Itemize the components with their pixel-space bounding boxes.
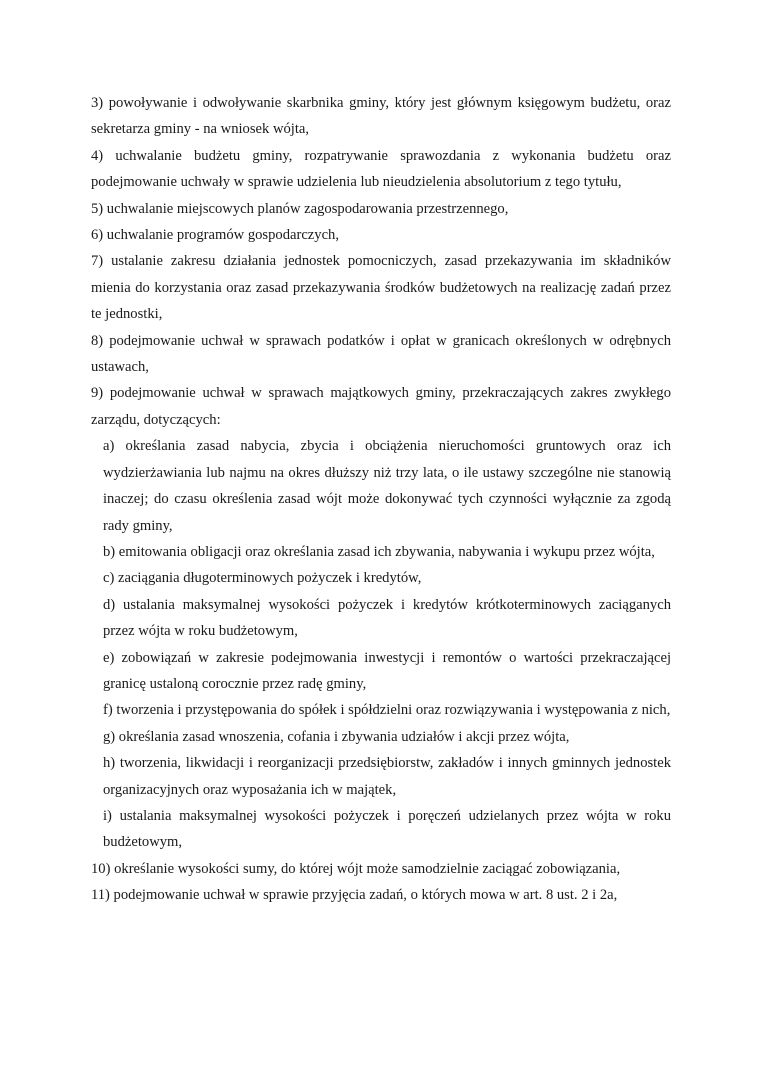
- sub-item-i: i) ustalania maksymalnej wysokości pożyczek i poręczeń udzielanych przez wójta w roku budżetowym,: [103, 807, 671, 851]
- list-item-6: 6) uchwalanie programów gospodarczych,: [91, 227, 340, 244]
- list-item-9: 9) podejmowanie uchwał w sprawach majątkowych gminy, przekraczających zakres zwykłego zarządu, dotyczących:: [91, 385, 671, 428]
- sub-item-c: c) zaciągania długoterminowych pożyczek i kredytów,: [103, 570, 422, 587]
- list-item-11: 11) podejmowanie uchwał w sprawie przyjęcia zadań, o których mowa w art. 8 ust. 2 i 2a,: [91, 887, 618, 904]
- sub-item-h: h) tworzenia, likwidacji i reorganizacji przedsiębiorstw, zakładów i innych gminnych jednostek organizacyjnych oraz wyposażania ich w majątek,: [103, 755, 671, 798]
- sub-item-g: g) określania zasad wnoszenia, cofania i zbywania udziałów i akcji przez wójta,: [103, 728, 570, 745]
- sub-item-b: b) emitowania obligacji oraz określania zasad ich zbywania, nabywania i wykupu przez wójta,: [103, 543, 655, 560]
- sub-item-f: f) tworzenia i przystępowania do spółek i spółdzielni oraz rozwiązywania i występowania z nich,: [103, 702, 671, 719]
- list-item-10: 10) określanie wysokości sumy, do której wójt może samodzielnie zaciągać zobowiązania,: [91, 860, 621, 877]
- list-item-3: 3) powoływanie i odwoływanie skarbnika gminy, który jest głównym księgowym budżetu, oraz sekretarza gminy - na wniosek wójta,: [91, 95, 671, 138]
- list-item-8: 8) podejmowanie uchwał w sprawach podatków i opłat w granicach określonych w odrębnych ustawach,: [91, 332, 671, 376]
- sub-item-d: d) ustalania maksymalnej wysokości pożyczek i kredytów krótkoterminowych zaciąganych przez wójta w roku budżetowym,: [103, 596, 671, 640]
- list-item-4: 4) uchwalanie budżetu gminy, rozpatrywanie sprawozdania z wykonania budżetu oraz podejmowanie uchwały w sprawie udzielenia lub nieudzielenia absolutorium z tego tytułu,: [91, 147, 671, 191]
- list-item-7: 7) ustalanie zakresu działania jednostek pomocniczych, zasad przekazywania im składników mienia do korzystania oraz zasad przekazywania środków budżetowych na realizację zadań przez te jednostki,: [91, 253, 671, 323]
- sub-item-a: a) określania zasad nabycia, zbycia i obciążenia nieruchomości gruntowych oraz ich wydzierżawiania lub najmu na okres dłuższy niż trzy lata, o ile ustawy szczególne nie stanowią inaczej; do czasu określenia zasad wójt może dokonywać tych czynności wyłącznie za zgodą rady gminy,: [103, 438, 671, 534]
- document-page: [91, 90, 671, 909]
- list-item-5: 5) uchwalanie miejscowych planów zagospodarowania przestrzennego,: [91, 200, 509, 217]
- sub-item-e: e) zobowiązań w zakresie podejmowania inwestycji i remontów o wartości przekraczającej granicę ustaloną corocznie przez radę gminy,: [103, 649, 671, 692]
